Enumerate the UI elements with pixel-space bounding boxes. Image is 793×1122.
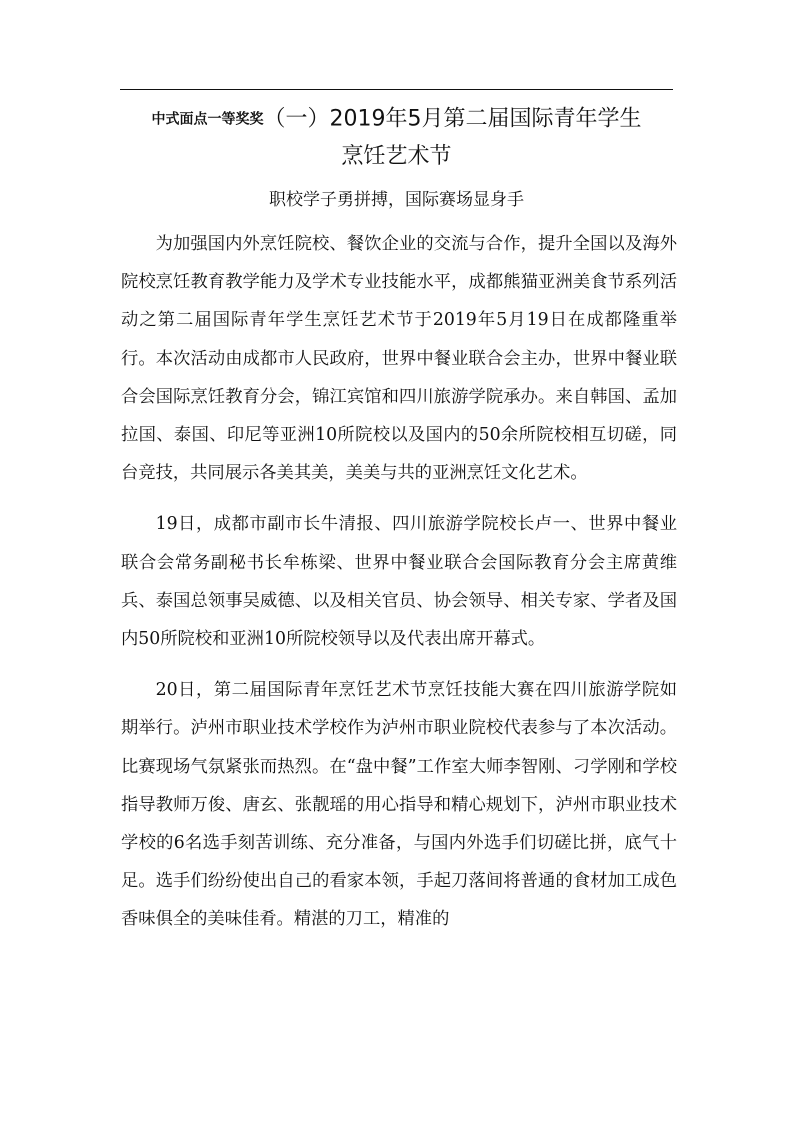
paragraph-2: 19日，成都市副市长牛清报、四川旅游学院校长卢一、世界中餐业联合会常务副秘书长牟栋梁、世界中餐业联合会国际教育分会主席黄维兵、泰国总领事吴威德、以及相关官员、协会领导、相关专家、学者及国内50所院校和亚洲10所院校领导以及代表出席开幕式。	[121, 514, 677, 650]
article-body	[121, 225, 677, 939]
paragraph-1: 为加强国内外烹饪院校、餐饮企业的交流与合作，提升全国以及海外院校烹饪教育教学能力及学术专业技能水平，成都熊猫亚洲美食节系列活动之第二届国际青年学生烹饪艺术节于2019年5月19日在成都隆重举行。本次活动由成都市人民政府，世界中餐业联合会主办，世界中餐业联合会国际烹饪教育分会，锦江宾馆和四川旅游学院承办。来自韩国、孟加拉国、泰国、印尼等亚洲10所院校以及国内的50余所院校相互切磋，同台竞技，共同展示各美其美，美美与共的亚洲烹饪文化艺术。	[121, 234, 677, 484]
document-subtitle: 职校学子勇拼搏，国际赛场显身手	[269, 190, 524, 210]
document-title	[0, 104, 793, 135]
document-title-continued: 烹饪艺术节	[341, 144, 452, 169]
title-prefix: 中式面点一等奖奖	[151, 111, 264, 128]
header-rule	[120, 89, 673, 90]
paragraph-3: 20日，第二届国际青年烹饪艺术节烹饪技能大赛在四川旅游学院如期举行。泸州市职业技术学校作为泸州市职业院校代表参与了本次活动。比赛现场气氛紧张而热烈。在“盘中餐”工作室大师李智刚、刁学刚和学校指导教师万俊、唐玄、张靓瑶的用心指导和精心规划下，泸州市职业技术学校的6名选手刻苦训练、充分准备，与国内外选手们切磋比拼，底气十足。选手们纷纷使出自己的看家本领，手起刀落间将普通的食材加工成色香味俱全的美味佳肴。精湛的刀工，精准的	[121, 680, 677, 930]
title-main: （一）2019年5月第二届国际青年学生	[263, 106, 642, 132]
